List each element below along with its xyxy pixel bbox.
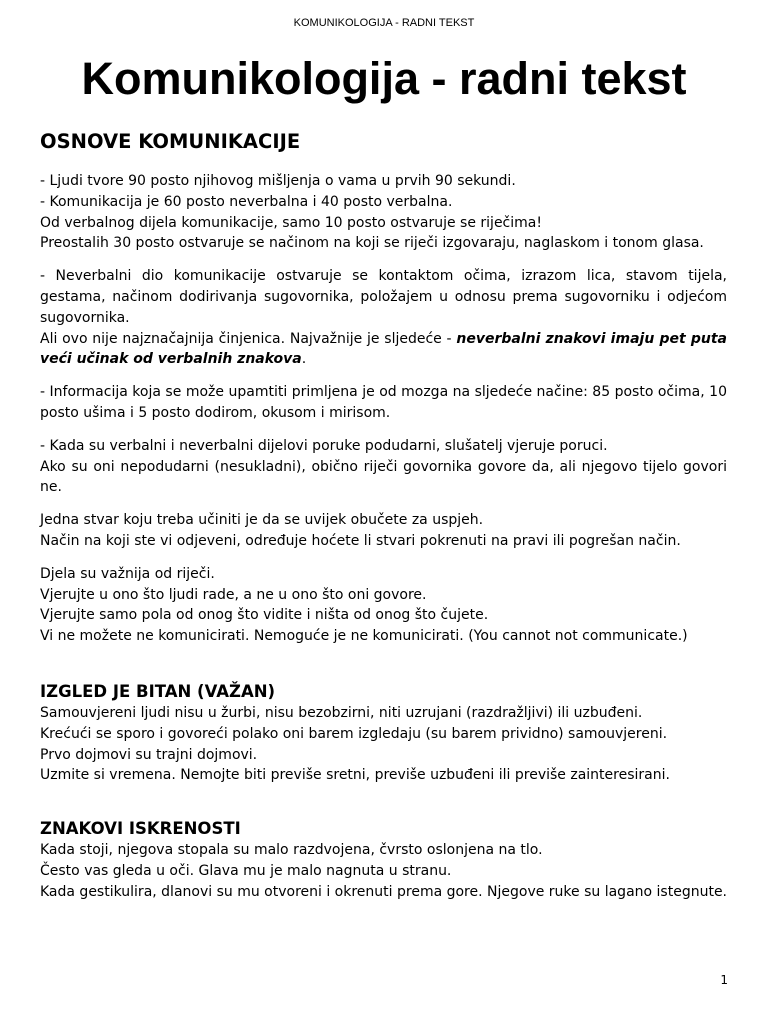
text-line: - Komunikacija je 60 posto neverbalna i 40 posto verbalna. [40, 193, 453, 210]
spacer [40, 798, 727, 818]
text-line: - Ljudi tvore 90 posto njihovog mišljenja o vama u prvih 90 sekundi. [40, 173, 516, 189]
text-tail: . [301, 351, 307, 368]
text-line: Od verbalnog dijela komunikacije, samo 10 posto ostvaruje se riječima! [40, 214, 542, 231]
text-line: Način na koji ste vi odjeveni, određuje hoćete li stvari pokrenuti na pravi ili pogrešan način. [40, 532, 681, 549]
text-line: - Kada su verbalni i neverbalni dijelovi poruke podudarni, slušatelj vjeruje poruci. [40, 437, 608, 454]
page-number: 1 [720, 973, 728, 987]
text-line: Jedna stvar koju treba učiniti je da se uvijek obučete za uspjeh. [40, 512, 484, 529]
text-line: Prvo dojmovi su trajni dojmovi. [40, 746, 258, 763]
paragraph-osnove-6 [40, 564, 727, 647]
text-line: Kada gestikulira, dlanovi su mu otvoreni i okrenuti prema gore. Njegove ruke su lagano istegnute. [40, 883, 728, 900]
text-line-emphasis [40, 329, 727, 371]
text-line: Često vas gleda u oči. Glava mu je malo nagnuta u stranu. [40, 862, 452, 879]
paragraph-iskrenost [40, 840, 727, 902]
paragraph-osnove-4 [40, 436, 727, 498]
text-line: Ako su oni nepodudarni (nesukladni), obično riječi govornika govore da, ali njegovo tijelo govori ne. [40, 458, 727, 496]
document-title: Komunikologija - radni tekst [81, 53, 687, 104]
section-heading-izgled: IZGLED JE BITAN (VAŽAN) [40, 681, 276, 701]
text-line: Vjerujte u ono što ljudi rade, a ne u ono što oni govore. [40, 586, 427, 603]
text-line: Kada stoji, njegova stopala su malo razdvojena, čvrsto oslonjena na tlo. [40, 842, 543, 859]
text-line: Uzmite si vremena. Nemojte biti previše sretni, previše uzbuđeni ili previše zainteresirani. [40, 767, 670, 784]
paragraph-osnove-3: - Informacija koja se može upamtiti primljena je od mozga na sljedeće načine: 85 posto očima, 10 posto ušima i 5 posto dodirom, okusom i mirisom. [40, 384, 727, 421]
text-line: Samouvjereni ljudi nisu u žurbi, nisu bezobzirni, niti uzrujani (razdražljivi) ili uzbuđeni. [40, 704, 643, 721]
text-line: Vi ne možete ne komunicirati. Nemoguće je ne komunicirati. (You cannot not communicate.) [40, 628, 688, 645]
text-line: Preostalih 30 posto ostvaruje se načinom na koji se riječi izgovaraju, naglaskom i tonom glasa. [40, 235, 704, 252]
document-body [40, 127, 727, 915]
paragraph-osnove-5 [40, 510, 727, 552]
emphasis-text: neverbalni znakovi imaju pet puta veći učinak od verbalnih znakova [40, 330, 727, 368]
text-lead: Ali ovo nije najznačajnija činjenica. Najvažnije je sljedeće - [40, 330, 457, 347]
text-line: Djela su važnija od riječi. [40, 565, 215, 582]
text-line: - Neverbalni dio komunikacije ostvaruje se kontaktom očima, izrazom lica, stavom tijela, gestama, načinom dodirivanja sugovornika, položajem u odnosu prema sugovorniku i odjećom sugovornika. [40, 268, 727, 326]
paragraph-izgled [40, 703, 727, 786]
paragraph-osnove-1 [40, 171, 727, 254]
spacer [40, 659, 727, 681]
section-heading-iskrenost: ZNAKOVI ISKRENOSTI [40, 819, 241, 839]
text-line: Krećući se sporo i govoreći polako oni barem izgledaju (su barem prividno) samouvjereni. [40, 725, 668, 742]
text-line: Vjerujte samo pola od onog što vidite i ništa od onog što čujete. [40, 607, 489, 624]
paragraph-osnove-2 [40, 266, 727, 370]
section-heading-osnove: OSNOVE KOMUNIKACIJE [40, 130, 301, 153]
running-header: KOMUNIKOLOGIJA - RADNI TEKST [293, 17, 475, 29]
